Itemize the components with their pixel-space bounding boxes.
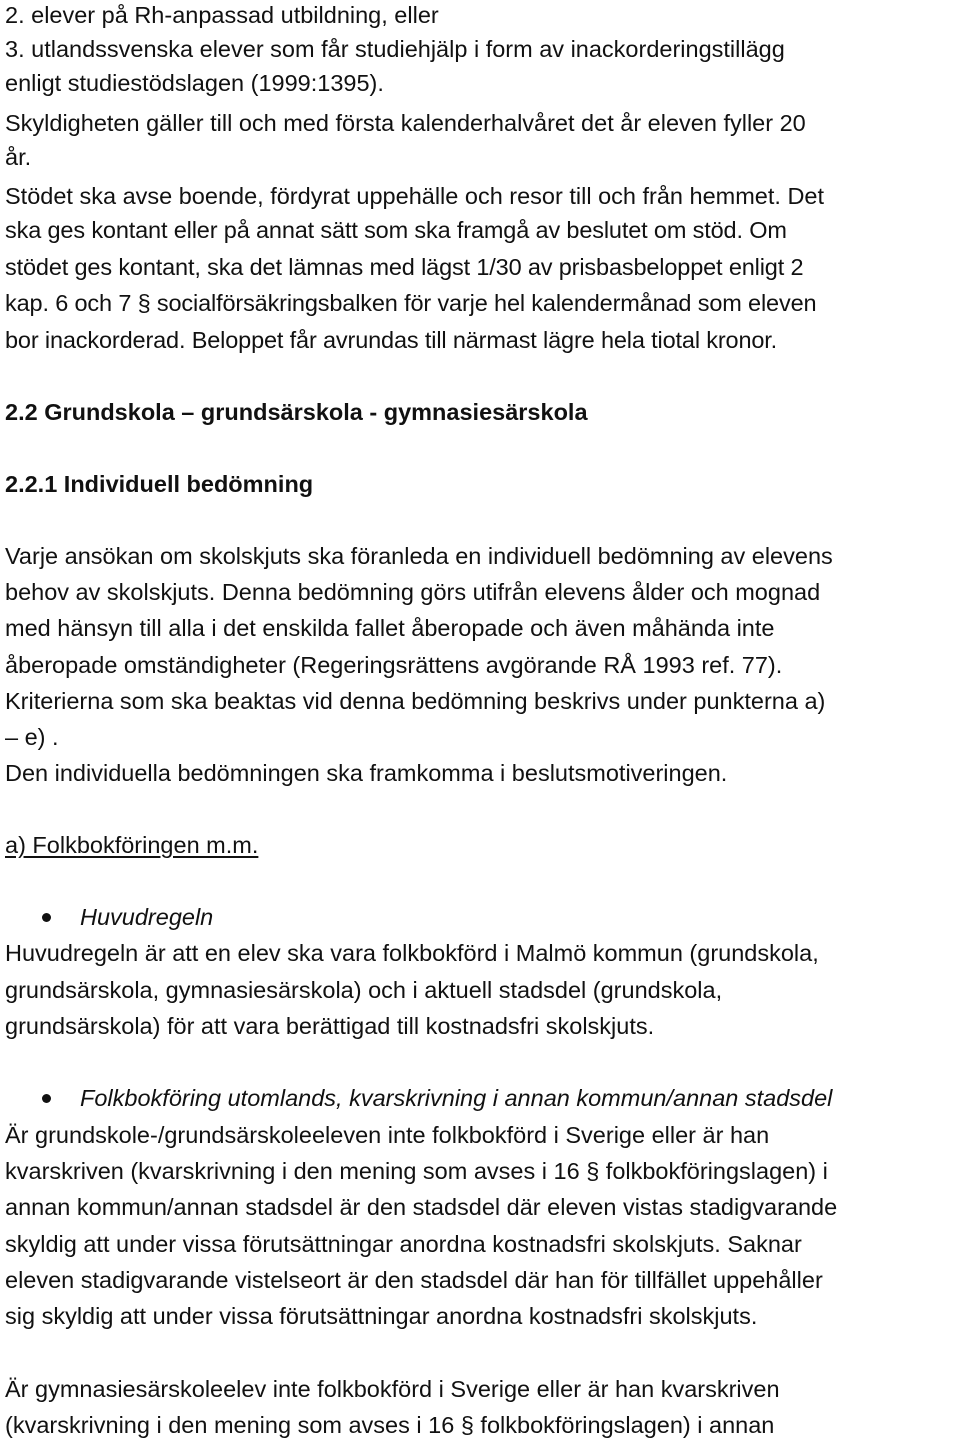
text-line: år. [5,144,32,170]
section-heading: 2.2 Grundskola – grundsärskola - gymnasiesärskola [5,399,588,425]
bullet-icon [42,1094,51,1103]
text-line: annan kommun/annan stadsdel är den stadsdel där eleven vistas stadigvarande [5,1194,838,1220]
text-line: Är grundskole-/grundsärskoleeleven inte folkbokförd i Sverige eller är han [5,1122,770,1148]
text-line: enligt studiestödslagen (1999:1395). [5,70,384,96]
text-line: Huvudregeln är att en elev ska vara folkbokförd i Malmö kommun (grundskola, [5,940,819,966]
text-line: kvarskriven (kvarskrivning i den mening som avses i 16 § folkbokföringslagen) i [5,1158,828,1184]
bullet-title: Huvudregeln [80,904,214,930]
text-line: Stödet ska avse boende, fördyrat uppehälle och resor till och från hemmet. Det [5,183,825,209]
text-line: grundsärskola, gymnasiesärskola) och i aktuell stadsdel (grundskola, [5,977,723,1003]
text-line: 2. elever på Rh-anpassad utbildning, eller [5,2,439,28]
text-line: sig skyldig att under vissa förutsättningar anordna kostnadsfri skolskjuts. [5,1303,758,1329]
subsection-heading: 2.2.1 Individuell bedömning [5,471,314,497]
text-line: åberopade omständigheter (Regeringsrättens avgörande RÅ 1993 ref. 77). [5,652,783,678]
bullet-item [5,902,905,932]
bullet-title: Folkbokföring utomlands, kvarskrivning i annan kommun/annan stadsdel [80,1085,833,1111]
text-line: ska ges kontant eller på annat sätt som ska framgå av beslutet om stöd. Om [5,217,787,243]
text-line: stödet ges kontant, ska det lämnas med lägst 1/30 av prisbasbeloppet enligt 2 [5,254,804,280]
text-line: eleven stadigvarande vistelseort är den stadsdel där han för tillfället uppehåller [5,1267,823,1293]
text-line: med hänsyn till alla i det enskilda fallet åberopade och även måhända inte [5,615,775,641]
text-line: 3. utlandssvenska elever som får studiehjälp i form av inackorderingstillägg [5,36,785,62]
text-line: kap. 6 och 7 § socialförsäkringsbalken för varje hel kalendermånad som eleven [5,290,817,316]
text-line: Kriterierna som ska beaktas vid denna bedömning beskrivs under punkterna a) [5,688,826,714]
text-line: Skyldigheten gäller till och med första kalenderhalvåret det år eleven fyller 20 [5,110,806,136]
text-line: skyldig att under vissa förutsättningar anordna kostnadsfri skolskjuts. Saknar [5,1231,802,1257]
text-line: – e) . [5,724,59,750]
text-line: Varje ansökan om skolskjuts ska föranleda en individuell bedömning av elevens [5,543,833,569]
text-line: grundsärskola) för att vara berättigad till kostnadsfri skolskjuts. [5,1013,655,1039]
text-line: behov av skolskjuts. Denna bedömning görs utifrån elevens ålder och mognad [5,579,821,605]
subsection-title: a) Folkbokföringen m.m. [5,832,259,858]
text-line: bor inackorderad. Beloppet får avrundas till närmast lägre hela tiotal kronor. [5,327,778,353]
text-line: (kvarskrivning i den mening som avses i 16 § folkbokföringslagen) i annan [5,1412,775,1438]
text-line: Är gymnasiesärskoleelev inte folkbokförd i Sverige eller är han kvarskriven [5,1376,780,1402]
bullet-icon [42,913,51,922]
text-line: Den individuella bedömningen ska framkomma i beslutsmotiveringen. [5,760,728,786]
bullet-item [5,1083,955,1113]
